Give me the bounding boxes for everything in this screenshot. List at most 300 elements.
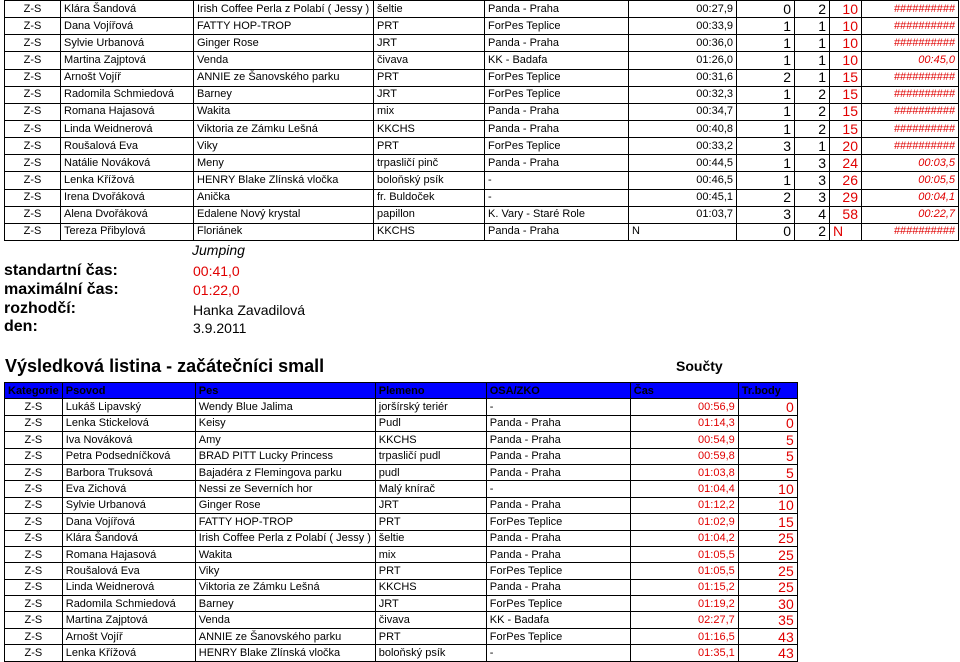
dog-cell: FATTY HOP-TROP <box>195 514 375 530</box>
table-row <box>5 138 959 155</box>
table-row <box>5 448 798 464</box>
overtime-cell: 00:04,1 <box>862 189 959 206</box>
breed-cell: šeltie <box>375 530 486 546</box>
dog-cell: Irish Coffee Perla z Polabí ( Jessy ) <box>194 1 374 18</box>
dog-cell: Floriánek <box>194 223 374 240</box>
breed-cell: PRT <box>375 514 486 530</box>
dog-cell: Nessi ze Severních hor <box>195 481 375 497</box>
faults-cell: 43 <box>738 628 797 644</box>
handler-cell: Arnošt Vojíř <box>61 69 194 86</box>
breed-cell: mix <box>375 546 486 562</box>
faults-cell: 43 <box>738 645 797 661</box>
table-row <box>5 103 959 120</box>
previous-results-table <box>4 0 959 241</box>
time-cell: 01:04,2 <box>630 530 738 546</box>
club-cell: ForPes Teplice <box>486 514 630 530</box>
table-row <box>5 432 798 448</box>
breed-cell: pudl <box>375 464 486 480</box>
handler-cell: Radomila Schmiedová <box>61 86 194 103</box>
time-cell: 01:03,7 <box>629 206 737 223</box>
header-club: OSA/ZKO <box>486 383 630 399</box>
club-cell: - <box>486 481 630 497</box>
handler-cell: Linda Weidnerová <box>61 120 194 137</box>
time-cell: 02:27,7 <box>630 612 738 628</box>
handler-cell: Martina Zajptová <box>62 612 195 628</box>
table-row <box>5 120 959 137</box>
club-cell: ForPes Teplice <box>485 86 629 103</box>
handler-cell: Lenka Stickelová <box>62 415 195 431</box>
overtime-cell: ########## <box>862 120 959 137</box>
judge-value: Hanka Zavadilová <box>193 302 306 318</box>
errors-cell: 1 <box>795 52 830 69</box>
header-time: Čas <box>630 383 738 399</box>
breed-cell: mix <box>374 103 485 120</box>
faults-cell: 24 <box>830 155 862 172</box>
overtime-cell: ########## <box>862 138 959 155</box>
club-cell: ForPes Teplice <box>486 563 630 579</box>
handler-cell: Lukáš Lipavský <box>62 399 195 415</box>
max-time-value: 01:22,0 <box>193 282 240 298</box>
refusals-cell: 2 <box>737 69 795 86</box>
handler-cell: Petra Podsedníčková <box>62 448 195 464</box>
club-cell: Panda - Praha <box>486 464 630 480</box>
overtime-cell: 00:22,7 <box>862 206 959 223</box>
breed-cell: šeltie <box>374 1 485 18</box>
breed-cell: JRT <box>375 497 486 513</box>
club-cell: ForPes Teplice <box>486 628 630 644</box>
time-cell: 01:35,1 <box>630 645 738 661</box>
table-row <box>5 52 959 69</box>
table-row <box>5 628 798 644</box>
handler-cell: Romana Hajasová <box>61 103 194 120</box>
time-cell: 00:59,8 <box>630 448 738 464</box>
date-value: 3.9.2011 <box>193 320 247 336</box>
dog-cell: Bajadéra z Flemingova parku <box>195 464 375 480</box>
category-cell: Z-S <box>5 497 63 513</box>
time-cell: 00:40,8 <box>629 120 737 137</box>
refusals-cell: 1 <box>737 155 795 172</box>
table-row <box>5 596 798 612</box>
errors-cell: 3 <box>795 155 830 172</box>
handler-cell: Arnošt Vojíř <box>62 628 195 644</box>
discipline-label: Jumping <box>192 242 245 258</box>
header-handler: Psovod <box>62 383 195 399</box>
category-cell: Z-S <box>5 415 63 431</box>
dog-cell: Venda <box>194 52 374 69</box>
handler-cell: Eva Zichová <box>62 481 195 497</box>
table-row <box>5 645 798 661</box>
standard-time-value: 00:41,0 <box>193 263 240 279</box>
errors-cell: 2 <box>795 86 830 103</box>
handler-cell: Alena Dvořáková <box>61 206 194 223</box>
breed-cell: PRT <box>375 628 486 644</box>
faults-cell: 10 <box>830 52 862 69</box>
dog-cell: Irish Coffee Perla z Polabí ( Jessy ) <box>195 530 375 546</box>
club-cell: KK - Badafa <box>485 52 629 69</box>
club-cell: Panda - Praha <box>485 103 629 120</box>
handler-cell: Irena Dvořáková <box>61 189 194 206</box>
category-cell: Z-S <box>5 206 61 223</box>
refusals-cell: 1 <box>737 172 795 189</box>
handler-cell: Klára Šandová <box>62 530 195 546</box>
errors-cell: 4 <box>795 206 830 223</box>
breed-cell: boloňský psík <box>374 172 485 189</box>
errors-cell: 1 <box>795 69 830 86</box>
table-row <box>5 18 959 35</box>
time-cell: 00:33,9 <box>629 18 737 35</box>
previous-results-body <box>5 1 959 241</box>
dog-cell: BRAD PITT Lucky Princess <box>195 448 375 464</box>
handler-cell: Roušalová Eva <box>62 563 195 579</box>
time-cell: 01:05,5 <box>630 563 738 579</box>
club-cell: Panda - Praha <box>485 35 629 52</box>
table-row <box>5 1 959 18</box>
time-cell: 00:45,1 <box>629 189 737 206</box>
dog-cell: Barney <box>194 86 374 103</box>
category-cell: Z-S <box>5 69 61 86</box>
time-cell: 00:54,9 <box>630 432 738 448</box>
overtime-cell: ########## <box>862 69 959 86</box>
handler-cell: Sylvie Urbanová <box>61 35 194 52</box>
faults-cell: 5 <box>738 432 797 448</box>
dog-cell: Venda <box>195 612 375 628</box>
category-cell: Z-S <box>5 448 63 464</box>
breed-cell: KKCHS <box>375 579 486 595</box>
category-cell: Z-S <box>5 399 63 415</box>
dog-cell: Meny <box>194 155 374 172</box>
handler-cell: Iva Nováková <box>62 432 195 448</box>
refusals-cell: 3 <box>737 138 795 155</box>
faults-cell: 15 <box>830 120 862 137</box>
club-cell: Panda - Praha <box>486 448 630 464</box>
results-title: Výsledková listina - začátečníci small <box>5 356 325 376</box>
club-cell: Panda - Praha <box>486 579 630 595</box>
refusals-cell: 3 <box>737 206 795 223</box>
club-cell: Panda - Praha <box>486 497 630 513</box>
category-cell: Z-S <box>5 52 61 69</box>
overtime-cell: ########## <box>862 223 959 240</box>
table-row <box>5 223 959 240</box>
dog-cell: ANNIE ze Šanovského parku <box>195 628 375 644</box>
table-row <box>5 612 798 628</box>
table-row <box>5 399 798 415</box>
table-row <box>5 35 959 52</box>
dog-cell: FATTY HOP-TROP <box>194 18 374 35</box>
dog-cell: HENRY Blake Zlínská vločka <box>195 645 375 661</box>
faults-cell: 26 <box>830 172 862 189</box>
faults-cell: 10 <box>830 18 862 35</box>
category-cell: Z-S <box>5 530 63 546</box>
handler-cell: Martina Zajptová <box>61 52 194 69</box>
time-cell: 01:19,2 <box>630 596 738 612</box>
refusals-cell: 2 <box>737 189 795 206</box>
time-cell: 01:26,0 <box>629 52 737 69</box>
overtime-cell: ########## <box>862 18 959 35</box>
faults-cell: 15 <box>738 514 797 530</box>
dog-cell: Wendy Blue Jalima <box>195 399 375 415</box>
dog-cell: HENRY Blake Zlínská vločka <box>194 172 374 189</box>
category-cell: Z-S <box>5 645 63 661</box>
handler-cell: Lenka Křížová <box>61 172 194 189</box>
club-cell: Panda - Praha <box>485 223 629 240</box>
errors-cell: 3 <box>795 189 830 206</box>
handler-cell: Romana Hajasová <box>62 546 195 562</box>
table-row <box>5 189 959 206</box>
handler-cell: Dana Vojířová <box>61 18 194 35</box>
faults-cell: 58 <box>830 206 862 223</box>
time-cell: 01:02,9 <box>630 514 738 530</box>
dog-cell: Wakita <box>194 103 374 120</box>
table-row <box>5 481 798 497</box>
club-cell: Panda - Praha <box>486 415 630 431</box>
table-row <box>5 563 798 579</box>
category-cell: Z-S <box>5 563 63 579</box>
faults-cell: 30 <box>738 596 797 612</box>
dog-cell: Viktoria ze Zámku Lešná <box>194 120 374 137</box>
category-cell: Z-S <box>5 120 61 137</box>
time-cell: 01:12,2 <box>630 497 738 513</box>
club-cell: ForPes Teplice <box>485 69 629 86</box>
breed-cell: fr. Buldoček <box>374 189 485 206</box>
club-cell: K. Vary - Staré Role <box>485 206 629 223</box>
errors-cell: 2 <box>795 223 830 240</box>
max-time-label: maximální čas: <box>4 281 119 298</box>
faults-cell: N <box>830 223 862 240</box>
dog-cell: Amy <box>195 432 375 448</box>
club-cell: Panda - Praha <box>485 120 629 137</box>
dog-cell: Ginger Rose <box>194 35 374 52</box>
time-cell: 00:46,5 <box>629 172 737 189</box>
time-cell: 01:04,4 <box>630 481 738 497</box>
time-cell: 01:03,8 <box>630 464 738 480</box>
breed-cell: papillon <box>374 206 485 223</box>
time-cell: 00:27,9 <box>629 1 737 18</box>
overtime-cell: ########## <box>862 35 959 52</box>
header-category: Kategorie <box>5 383 63 399</box>
overtime-cell: ########## <box>862 86 959 103</box>
category-cell: Z-S <box>5 86 61 103</box>
breed-cell: JRT <box>375 596 486 612</box>
refusals-cell: 0 <box>737 223 795 240</box>
faults-cell: 35 <box>738 612 797 628</box>
faults-cell: 0 <box>738 399 797 415</box>
faults-cell: 29 <box>830 189 862 206</box>
breed-cell: PRT <box>374 69 485 86</box>
handler-cell: Tereza Přibylová <box>61 223 194 240</box>
handler-cell: Barbora Truksová <box>62 464 195 480</box>
time-cell: 00:33,2 <box>629 138 737 155</box>
table-row <box>5 415 798 431</box>
breed-cell: Malý knírač <box>375 481 486 497</box>
handler-cell: Natálie Nováková <box>61 155 194 172</box>
category-cell: Z-S <box>5 481 63 497</box>
results-body <box>5 399 798 661</box>
category-cell: Z-S <box>5 18 61 35</box>
date-label: den: <box>4 318 38 335</box>
breed-cell: trpasličí pinč <box>374 155 485 172</box>
club-cell: Panda - Praha <box>485 1 629 18</box>
dog-cell: Wakita <box>195 546 375 562</box>
time-cell: N <box>629 223 737 240</box>
errors-cell: 2 <box>795 103 830 120</box>
table-row <box>5 69 959 86</box>
faults-cell: 25 <box>738 579 797 595</box>
table-row <box>5 497 798 513</box>
overtime-cell: ########## <box>862 1 959 18</box>
overtime-cell: 00:45,0 <box>862 52 959 69</box>
breed-cell: čivava <box>375 612 486 628</box>
breed-cell: KKCHS <box>374 120 485 137</box>
category-cell: Z-S <box>5 579 63 595</box>
handler-cell: Radomila Schmiedová <box>62 596 195 612</box>
table-row <box>5 464 798 480</box>
time-cell: 00:44,5 <box>629 155 737 172</box>
dog-cell: Barney <box>195 596 375 612</box>
category-cell: Z-S <box>5 514 63 530</box>
time-cell: 00:34,7 <box>629 103 737 120</box>
breed-cell: joršírský teriér <box>375 399 486 415</box>
time-cell: 00:32,3 <box>629 86 737 103</box>
dog-cell: Viky <box>195 563 375 579</box>
errors-cell: 2 <box>795 120 830 137</box>
club-cell: - <box>486 645 630 661</box>
faults-cell: 10 <box>830 1 862 18</box>
category-cell: Z-S <box>5 464 63 480</box>
club-cell: KK - Badafa <box>486 612 630 628</box>
club-cell: ForPes Teplice <box>486 596 630 612</box>
category-cell: Z-S <box>5 223 61 240</box>
results-header-row <box>5 383 798 399</box>
faults-cell: 25 <box>738 530 797 546</box>
errors-cell: 2 <box>795 1 830 18</box>
club-cell: ForPes Teplice <box>485 18 629 35</box>
category-cell: Z-S <box>5 1 61 18</box>
breed-cell: KKCHS <box>374 223 485 240</box>
faults-cell: 10 <box>830 35 862 52</box>
overtime-cell: ########## <box>862 103 959 120</box>
faults-cell: 15 <box>830 86 862 103</box>
faults-cell: 10 <box>738 481 797 497</box>
errors-cell: 3 <box>795 172 830 189</box>
refusals-cell: 0 <box>737 1 795 18</box>
faults-cell: 20 <box>830 138 862 155</box>
refusals-cell: 1 <box>737 52 795 69</box>
errors-cell: 1 <box>795 138 830 155</box>
category-cell: Z-S <box>5 432 63 448</box>
faults-cell: 25 <box>738 546 797 562</box>
dog-cell: Edalene Nový krystal <box>194 206 374 223</box>
handler-cell: Klára Šandová <box>61 1 194 18</box>
faults-cell: 0 <box>738 415 797 431</box>
faults-cell: 5 <box>738 448 797 464</box>
category-cell: Z-S <box>5 546 63 562</box>
club-cell: ForPes Teplice <box>485 138 629 155</box>
time-cell: 00:56,9 <box>630 399 738 415</box>
handler-cell: Linda Weidnerová <box>62 579 195 595</box>
standard-time-label: standartní čas: <box>4 262 118 279</box>
breed-cell: Pudl <box>375 415 486 431</box>
table-row <box>5 206 959 223</box>
category-cell: Z-S <box>5 628 63 644</box>
breed-cell: boloňský psík <box>375 645 486 661</box>
table-row <box>5 172 959 189</box>
breed-cell: PRT <box>374 18 485 35</box>
header-dog: Pes <box>195 383 375 399</box>
breed-cell: JRT <box>374 35 485 52</box>
club-cell: Panda - Praha <box>485 155 629 172</box>
category-cell: Z-S <box>5 172 61 189</box>
handler-cell: Dana Vojířová <box>62 514 195 530</box>
handler-cell: Sylvie Urbanová <box>62 497 195 513</box>
time-cell: 00:31,6 <box>629 69 737 86</box>
overtime-cell: 00:03,5 <box>862 155 959 172</box>
dog-cell: Viktoria ze Zámku Lešná <box>195 579 375 595</box>
handler-cell: Roušalová Eva <box>61 138 194 155</box>
category-cell: Z-S <box>5 189 61 206</box>
faults-cell: 15 <box>830 103 862 120</box>
table-row <box>5 514 798 530</box>
dog-cell: Anička <box>194 189 374 206</box>
category-cell: Z-S <box>5 138 61 155</box>
overtime-cell: 00:05,5 <box>862 172 959 189</box>
club-cell: Panda - Praha <box>486 530 630 546</box>
club-cell: Panda - Praha <box>486 432 630 448</box>
time-cell: 01:05,5 <box>630 546 738 562</box>
faults-cell: 15 <box>830 69 862 86</box>
time-cell: 00:36,0 <box>629 35 737 52</box>
errors-cell: 1 <box>795 18 830 35</box>
club-cell: - <box>486 399 630 415</box>
faults-cell: 25 <box>738 563 797 579</box>
dog-cell: Viky <box>194 138 374 155</box>
breed-cell: PRT <box>374 138 485 155</box>
breed-cell: KKCHS <box>375 432 486 448</box>
category-cell: Z-S <box>5 596 63 612</box>
faults-cell: 10 <box>738 497 797 513</box>
table-row <box>5 579 798 595</box>
time-cell: 01:15,2 <box>630 579 738 595</box>
time-cell: 01:14,3 <box>630 415 738 431</box>
club-cell: - <box>485 189 629 206</box>
dog-cell: Ginger Rose <box>195 497 375 513</box>
header-breed: Plemeno <box>375 383 486 399</box>
refusals-cell: 1 <box>737 35 795 52</box>
header-faults: Tr.body <box>738 383 797 399</box>
category-cell: Z-S <box>5 612 63 628</box>
dog-cell: ANNIE ze Šanovského parku <box>194 69 374 86</box>
breed-cell: PRT <box>375 563 486 579</box>
dog-cell: Keisy <box>195 415 375 431</box>
table-row <box>5 86 959 103</box>
club-cell: Panda - Praha <box>486 546 630 562</box>
breed-cell: JRT <box>374 86 485 103</box>
totals-label: Součty <box>676 358 723 374</box>
club-cell: - <box>485 172 629 189</box>
breed-cell: čivava <box>374 52 485 69</box>
judge-label: rozhodčí: <box>4 300 76 317</box>
category-cell: Z-S <box>5 103 61 120</box>
breed-cell: trpasličí pudl <box>375 448 486 464</box>
results-table <box>4 382 798 662</box>
category-cell: Z-S <box>5 35 61 52</box>
category-cell: Z-S <box>5 155 61 172</box>
handler-cell: Lenka Křížová <box>62 645 195 661</box>
table-row <box>5 546 798 562</box>
refusals-cell: 1 <box>737 86 795 103</box>
refusals-cell: 1 <box>737 18 795 35</box>
table-row <box>5 155 959 172</box>
time-cell: 01:16,5 <box>630 628 738 644</box>
